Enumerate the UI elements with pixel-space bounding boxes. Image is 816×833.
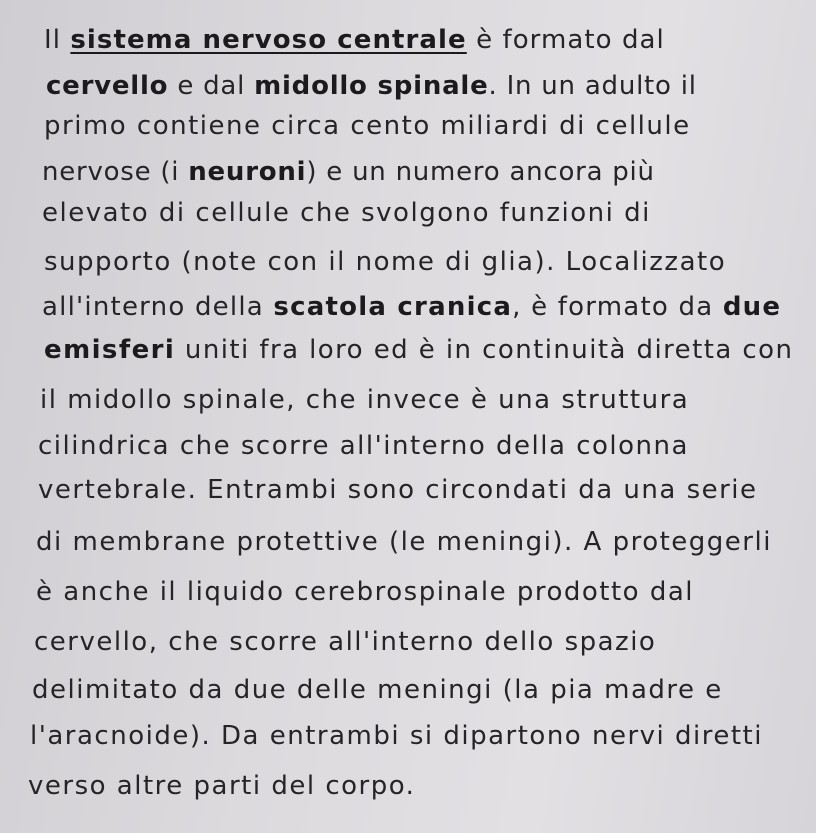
text-segment: è anche il liquido cerebrospinale prodotto dal [36,577,695,607]
text-segment: cervello, che scorre all'interno dello spazio [34,627,657,657]
text-segment: nervose (i [42,157,189,187]
text-line [44,24,665,56]
text-line [42,291,781,323]
text-segment: l'aracnoide). Da entrambi si dipartono nervi diretti [30,721,763,751]
text-segment: verso altre parti del corpo. [28,771,416,801]
text-segment: è formato dal [466,25,665,55]
text-line [44,334,793,366]
text-line [38,430,689,462]
text-line [34,626,656,658]
bold-term: neuroni [188,157,307,187]
text-line [36,576,694,608]
text-segment: vertebrale. Entrambi sono circondati da una serie [38,475,758,505]
text-segment: uniti fra loro ed è in continuità diretta con [175,335,794,365]
text-line [32,674,723,706]
bold-term: due [722,292,782,322]
text-segment: il midollo spinale, che invece è una struttura [40,385,690,415]
text-segment: . In un adulto il [488,71,697,101]
bold-term: cervello [46,71,169,101]
text-line [46,70,697,102]
bold-term: emisferi [44,335,176,365]
text-segment: elevato di cellule che svolgono funzioni di [42,198,651,228]
text-line [36,526,772,558]
text-line [44,110,691,142]
text-segment: Il [44,25,71,55]
text-segment: cilindrica che scorre all'interno della colonna [38,431,689,461]
text-line [30,720,763,752]
text-line [28,770,415,802]
text-segment: ) e un numero ancora più [306,157,655,187]
text-segment: delimitato da due delle meningi (la pia madre e [32,675,723,705]
underlined-term: sistema nervoso centrale [70,25,467,55]
text-line [42,197,651,229]
text-line [42,156,655,188]
text-segment: di membrane protettive (le meningi). A proteggerli [36,527,772,557]
bold-term: midollo spinale [254,71,489,101]
text-segment: supporto (note con il nome di glia). Localizzato [44,247,727,277]
text-line [38,474,758,506]
text-segment: e dal [168,71,255,101]
text-line [40,384,689,416]
text-segment: primo contiene circa cento miliardi di cellule [44,111,691,141]
text-line [44,246,726,278]
text-segment: all'interno della [42,292,274,322]
bold-term: scatola cranica [273,292,513,322]
text-segment: , è formato da [512,292,723,322]
